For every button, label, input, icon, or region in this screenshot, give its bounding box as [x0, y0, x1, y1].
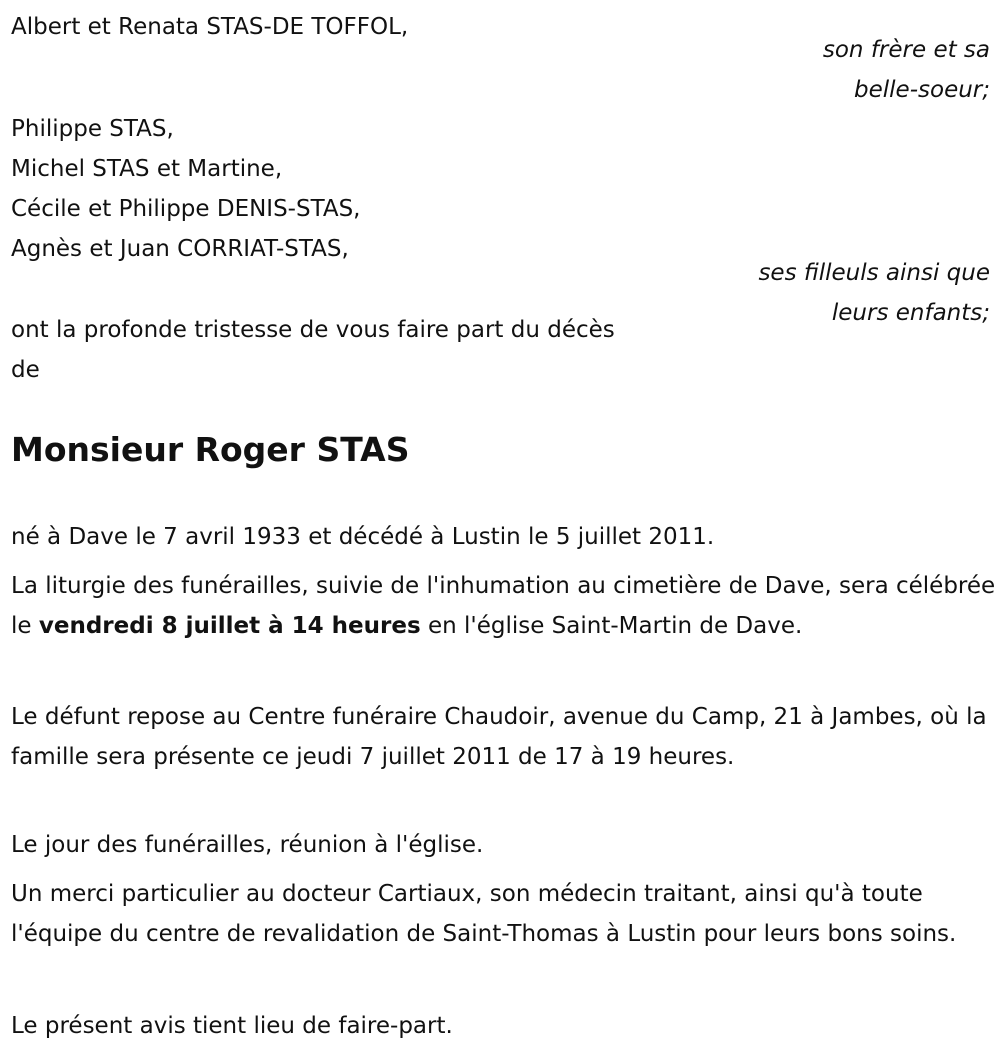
relation-line: son frère et sa [822, 37, 990, 63]
repose-paragraph: Le défunt repose au Centre funéraire Chaudoir, avenue du Camp, 21 à Jambes, où la famille sera présente ce jeudi 7 juillet 2011 de 17 à 19 heures. [11, 704, 987, 770]
relation-line: leurs enfants; [831, 300, 990, 326]
liturgy-text: La liturgie des funérailles, suivie de l'inhumation au cimetière de Dave, sera célébrée le [11, 573, 996, 639]
deceased-name: Monsieur Roger STAS [11, 430, 410, 469]
family-name-line: Philippe STAS, [11, 116, 174, 142]
funeral-date: vendredi 8 juillet à 14 heures [38, 613, 421, 639]
relation-line: belle-soeur; [854, 77, 990, 103]
liturgy-paragraph [11, 566, 996, 646]
family-name-line: Albert et Renata STAS-DE TOFFOL, [11, 14, 409, 40]
announcement-line: de [11, 357, 40, 383]
family-name-line: Agnès et Juan CORRIAT-STAS, [11, 236, 349, 262]
announcement-line: ont la profonde tristesse de vous faire part du décès [11, 317, 615, 343]
thanks-paragraph: Un merci particulier au docteur Cartiaux, son médecin traitant, ainsi qu'à toute l'équipe du centre de revalidation de Saint-Thomas à Lustin pour leurs bons soins. [11, 881, 957, 947]
birth-death-paragraph: né à Dave le 7 avril 1933 et décédé à Lustin le 5 juillet 2011. [11, 524, 715, 550]
relation-line: ses filleuls ainsi que [758, 260, 990, 286]
family-name-line: Cécile et Philippe DENIS-STAS, [11, 196, 361, 222]
liturgy-text: en l'église Saint-Martin de Dave. [420, 613, 803, 639]
family-name-line: Michel STAS et Martine, [11, 156, 283, 182]
notice-paragraph: Le présent avis tient lieu de faire-part. [11, 1013, 453, 1039]
meeting-paragraph: Le jour des funérailles, réunion à l'église. [11, 832, 484, 858]
